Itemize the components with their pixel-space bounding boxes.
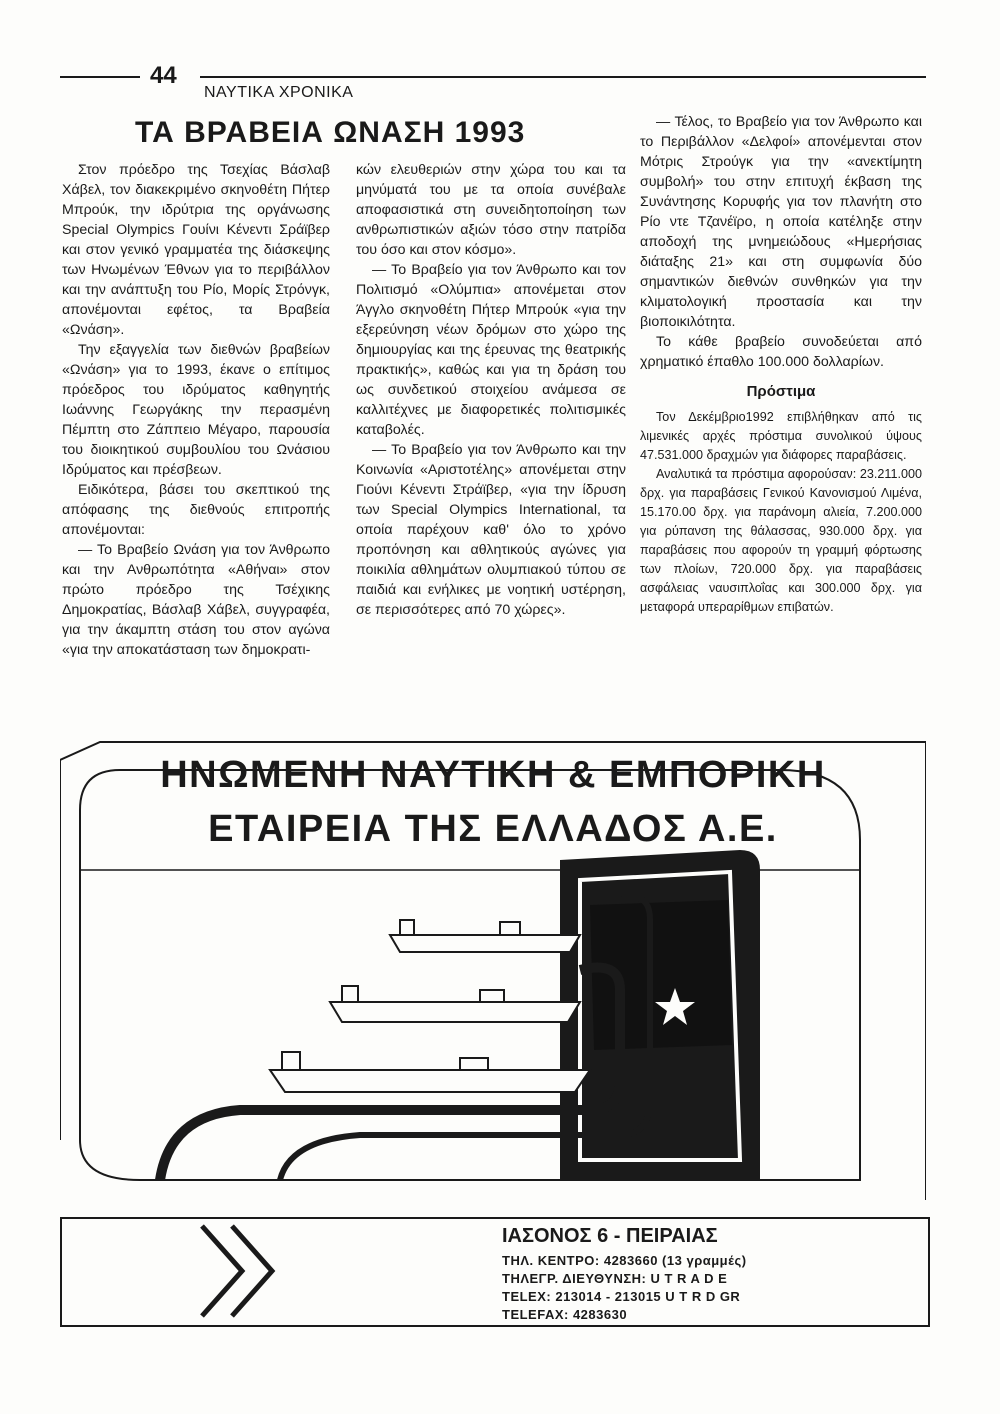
article-title: ΤΑ ΒΡΑΒΕΙΑ ΩΝΑΣΗ 1993 bbox=[135, 116, 526, 149]
contact-box bbox=[60, 1217, 930, 1327]
paragraph: Ειδικότερα, βάσει του σκεπτικού της απόφασης της διεθνούς επιτροπής απονέμονται: bbox=[62, 482, 330, 538]
advertisement bbox=[60, 740, 926, 1200]
paragraph: — Το Βραβείο για τον Άνθρωπο και τον Πολιτισμό «Ολύμπια» απονέμεται στον Άγγλο σκηνοθέτη Πήτερ Μπρούκ «για την εξερεύνηση νέων δρόμων στο χώρο της δημιουργίας και της έρευνας της θεατρικής πρακτικής», καθώς και για τη δράση του ως συνδετικού στοιχείου ανάμεσα σε καλλιτέχνες με διαφορετικές πολιτισμικές καταβολές. bbox=[356, 262, 626, 438]
paragraph: Την εξαγγελία των διεθνών βραβείων «Ωνάση» για το 1993, έκανε ο επίτιμος πρόεδρος του ιδρύματος καθηγητής Ιωάννης Γεωργάκης την περασμένη Πέμπτη στο Ζάππειο Μέγαρο, παρουσία του διοικητικού συμβουλίου του Ωνάσιου Ιδρύματος και πρέσβεων. bbox=[62, 342, 330, 478]
paragraph: Στον πρόεδρο της Τσεχίας Βάσλαβ Χάβελ, τον διακεκριμένο σκηνοθέτη Πήτερ Μπρούκ, την ιδρύτρια της οργάνωσης Special Olympics Γουίνι Κένεντι Σράϊβερ και στον γενικό γραμματέα της διάσκεψης των Ηνωμένων Έθνων για το περιβάλλον και την ανάπτυξη του Ρίο, Μορίς Στρόνγκ, απονέμονται εφέτος, τα Βραβεία «Ωνάση». bbox=[62, 162, 330, 338]
company-address: ΙΑΣΟΝΟΣ 6 - ΠΕΙΡΑΙΑΣ bbox=[502, 1225, 718, 1247]
phone-number: ΤΗΛ. ΚΕΝΤΡΟ: 4283660 (13 γραμμές) bbox=[502, 1253, 747, 1268]
telegram-address: ΤΗΛΕΓΡ. ΔΙΕΥΘΥΝΣΗ: U T R A D E bbox=[502, 1271, 728, 1286]
page-number: 44 bbox=[150, 62, 177, 89]
fines-paragraph: Τον Δεκέμβριο1992 επιβλήθηκαν από τις λιμενικές αρχές πρόστιμα συνολικού ύψους 47.531.000 δραχμών για διάφορες παραβάσεις. bbox=[640, 410, 922, 462]
paragraph: Το κάθε βραβείο συνοδεύεται από χρηματικό έπαθλο 100.000 δολλαρίων. bbox=[640, 334, 922, 370]
tanker-ship-1 bbox=[390, 920, 580, 952]
paragraph: — Τέλος, το Βραβείο για τον Άνθρωπο και το Περιβάλλον «Δελφοί» απονέμενται στον Μότρις Στρούγκ για την «ανεκτίμητη συμβολή» του στην επιτυχή έκβαση της Συνάντησης Κορυφής για τον πλανήτη στο Ρίο ντε Τζανέϊρο, η οποία κατέληξε στην αποδοχή της μνημειώδους «Ημερήσιας διάταξης 21» και στη συμφωνία δύο σημαντικών διεθνών συνθηκών για την κλιματολογική προστασία και την βιοποικιλότητα. bbox=[640, 114, 922, 330]
article-column-2 bbox=[356, 160, 626, 620]
fines-paragraph: Αναλυτικά τα πρόστιμα αφορούσαν: 23.211.000 δρχ. για παραβάσεις Γενικού Κανονισμού Λιμένα, 15.170.00 δρχ. για παράνομη αλιεία, 7.200.000 για ρύπανση της θάλασσας, 930.000 δρχ. για παραβάσεις που αφορούν τη γραμμή φόρτωσης των πλοίων, 720.000 δρχ. για παραβάσεις ασφάλειας ναυσιπλοΐας και 300.000 δρχ. για μεταφορά υπεραρίθμων επιβατών. bbox=[640, 467, 922, 614]
tanker-ship-3 bbox=[270, 1052, 590, 1092]
telefax-number: TELEFAX: 4283630 bbox=[502, 1307, 628, 1322]
article-column-3 bbox=[640, 112, 922, 617]
paragraph: κών ελευθεριών στην χώρα του και τα μηνύματά του με τα οποία συνέβαλε αποφασιστικά στη συνειδητοποίηση των ανθρωπιστικών αξιών τόσο στην πατρίδα του όσο και στον κόσμο». bbox=[356, 162, 626, 258]
fines-heading: Πρόστιμα bbox=[746, 383, 816, 400]
paragraph: — Το Βραβείο Ωνάση για τον Άνθρωπο και την Ανθρωπότητα «Αθήναι» στον πρώτο πρόεδρο της Τσέχικης Δημοκρατίας, Βάσλαβ Χάβελ, συγγραφέα, για την άκαμπτη στάση του στον αγώνα «για την αποκατάσταση των δημοκρατι- bbox=[62, 542, 330, 658]
telex-number: TELEX: 213014 - 213015 U T R D GR bbox=[502, 1289, 741, 1304]
ad-company-name-line1: ΗΝΩΜΕΝΗ ΝΑΥΤΙΚΗ & ΕΜΠΟΡΙΚΗ bbox=[160, 754, 826, 796]
double-chevron-icon bbox=[192, 1221, 292, 1321]
ad-company-name-line2: ΕΤΑΙΡΕΙΑ ΤΗΣ ΕΛΛΑΔΟΣ Α.Ε. bbox=[208, 808, 778, 850]
paragraph: — Το Βραβείο για τον Άνθρωπο και την Κοινωνία «Αριστοτέλης» απονέμεται στην Γιούνι Κένεντι Στράϊβερ, «για την ίδρυση των Special Olympics International, τα οποία παρέχουν καθ' όλο το χρόνο προπόνηση και αθλητικούς αγώνες για ποικιλία αθλημάτων ολυμπιακού τύπου σε παιδιά και ενήλικες με νοητική υστέρηση, σε περισσότερες από 70 χώρες». bbox=[356, 442, 626, 618]
header-rule-left bbox=[60, 76, 140, 78]
header-rule-right bbox=[200, 76, 926, 78]
article-column-1 bbox=[62, 160, 330, 660]
magazine-name: ΝΑΥΤΙΚΑ ΧΡΟΝΙΚΑ bbox=[204, 84, 354, 101]
tanker-ship-2 bbox=[330, 986, 580, 1022]
